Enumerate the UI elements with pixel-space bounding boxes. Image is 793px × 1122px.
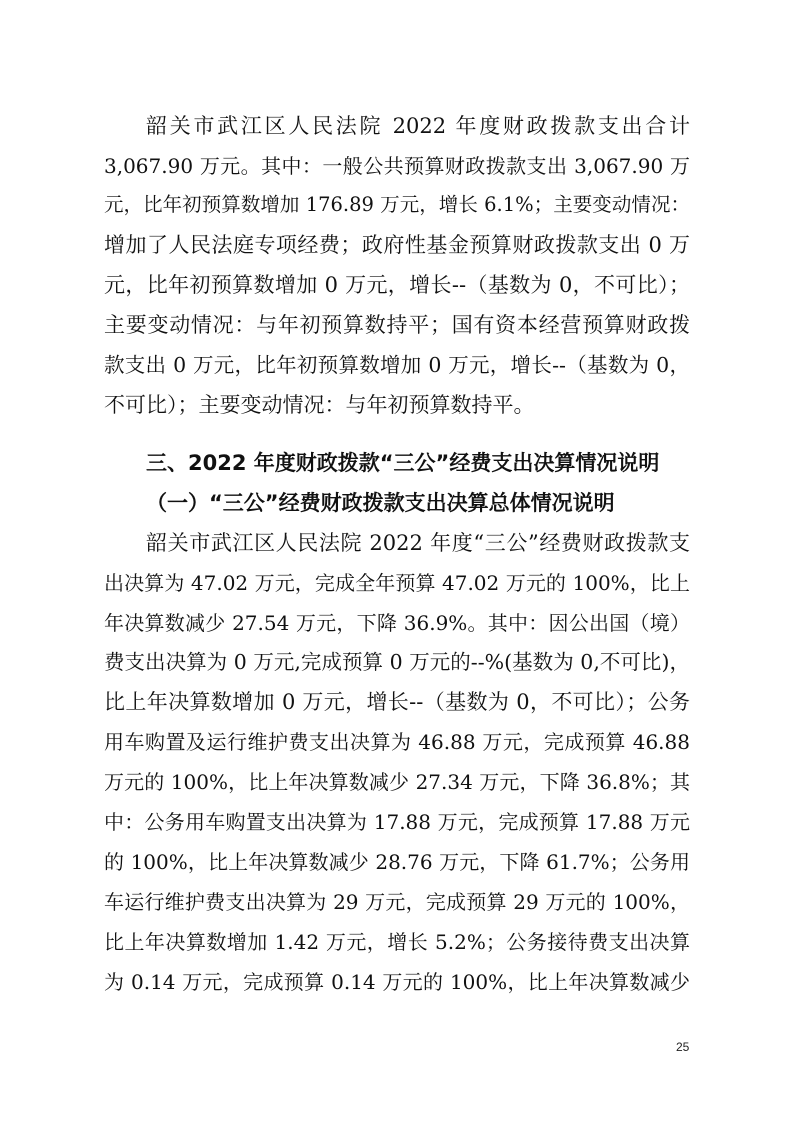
- paragraph-1-line-2: 3,067.90 万元。其中：一般公共预算财政拨款支出 3,067.90 万: [104, 154, 690, 178]
- paragraph-2-line-8: 中：公务用车购置支出决算为 17.88 万元，完成预算 17.88 万元: [104, 810, 690, 834]
- paragraph-1-line-3: 元，比年初预算数增加 176.89 万元，增长 6.1%；主要变动情况：: [104, 193, 690, 216]
- paragraph-1-line-7: 款支出 0 万元，比年初预算数增加 0 万元，增长--（基数为 0，: [104, 353, 690, 377]
- paragraph-2-line-1: 韶关市武江区人民法院 2022 年度“三公”经费财政拨款支: [146, 531, 690, 555]
- paragraph-2-line-9: 的 100%，比上年决算数减少 28.76 万元，下降 61.7%；公务用: [104, 850, 690, 874]
- paragraph-1-line-1: 韶关市武江区人民法院 2022 年度财政拨款支出合计: [146, 114, 690, 138]
- paragraph-1-line-5: 元，比年初预算数增加 0 万元，增长--（基数为 0，不可比）；: [104, 273, 690, 297]
- paragraph-2-line-4: 费支出决算为 0 万元,完成预算 0 万元的--%(基数为 0,不可比)，: [104, 650, 690, 674]
- paragraph-2-line-11: 比上年决算数增加 1.42 万元，增长 5.2%；公务接待费支出决算: [104, 930, 690, 954]
- paragraph-2-line-12: 为 0.14 万元，完成预算 0.14 万元的 100%，比上年决算数减少: [104, 970, 690, 994]
- section-heading: 三、2022 年度财政拨款“三公”经费支出决算情况说明: [146, 451, 660, 475]
- paragraph-1-line-6: 主要变动情况：与年初预算数持平；国有资本经营预算财政拨: [104, 313, 690, 337]
- page-number: 25: [676, 1040, 690, 1054]
- paragraph-2-line-3: 年决算数减少 27.54 万元，下降 36.9%。其中：因公出国（境）: [104, 611, 690, 635]
- paragraph-2-line-10: 车运行维护费支出决算为 29 万元，完成预算 29 万元的 100%，: [104, 890, 690, 914]
- paragraph-2-line-5: 比上年决算数增加 0 万元，增长--（基数为 0，不可比）；公务: [104, 690, 690, 714]
- paragraph-2-line-6: 用车购置及运行维护费支出决算为 46.88 万元，完成预算 46.88: [104, 730, 690, 754]
- paragraph-2-line-7: 万元的 100%，比上年决算数减少 27.34 万元，下降 36.8%；其: [104, 770, 690, 794]
- paragraph-1-line-8: 不可比）；主要变动情况：与年初预算数持平。: [104, 393, 535, 417]
- paragraph-2-line-2: 出决算为 47.02 万元，完成全年预算 47.02 万元的 100%，比上: [104, 571, 690, 595]
- subsection-heading: （一）“三公”经费财政拨款支出决算总体情况说明: [146, 491, 615, 515]
- paragraph-1-line-4: 增加了人民法庭专项经费；政府性基金预算财政拨款支出 0 万: [104, 233, 690, 257]
